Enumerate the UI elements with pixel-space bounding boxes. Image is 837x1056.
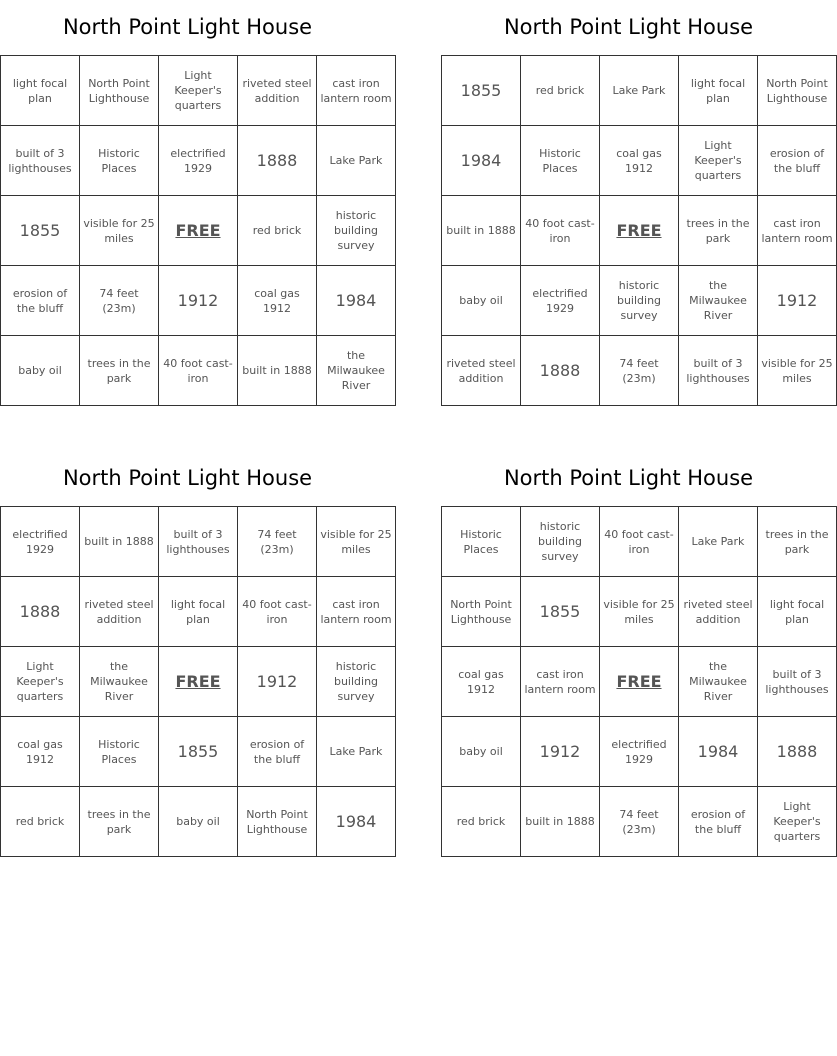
bingo-cell: 1984 bbox=[442, 126, 521, 196]
bingo-cell: 1912 bbox=[758, 266, 837, 336]
bingo-cell: the Milwaukee River bbox=[80, 647, 159, 717]
bingo-cell: visible for 25 miles bbox=[80, 196, 159, 266]
bingo-cell: coal gas 1912 bbox=[1, 717, 80, 787]
bingo-cell: the Milwaukee River bbox=[317, 336, 396, 406]
bingo-cell: erosion of the bluff bbox=[238, 717, 317, 787]
bingo-cell: cast iron lantern room bbox=[521, 647, 600, 717]
bingo-cell: 40 foot cast-iron bbox=[238, 577, 317, 647]
bingo-cell: North Point Lighthouse bbox=[238, 787, 317, 857]
bingo-cell: Light Keeper's quarters bbox=[758, 787, 837, 857]
bingo-row bbox=[1, 507, 396, 577]
bingo-cell: 1855 bbox=[159, 717, 238, 787]
bingo-cell: built of 3 lighthouses bbox=[159, 507, 238, 577]
bingo-cell: North Point Lighthouse bbox=[442, 577, 521, 647]
bingo-cell: riveted steel addition bbox=[238, 56, 317, 126]
bingo-grid bbox=[0, 506, 396, 857]
bingo-row bbox=[1, 787, 396, 857]
bingo-cell: the Milwaukee River bbox=[679, 647, 758, 717]
bingo-cell: Historic Places bbox=[521, 126, 600, 196]
bingo-row bbox=[442, 717, 837, 787]
bingo-cell: 1855 bbox=[1, 196, 80, 266]
bingo-cell: built in 1888 bbox=[80, 507, 159, 577]
bingo-cell: trees in the park bbox=[80, 787, 159, 857]
bingo-row bbox=[1, 577, 396, 647]
bingo-cell: 1984 bbox=[679, 717, 758, 787]
bingo-grid bbox=[441, 506, 837, 857]
bingo-card-3 bbox=[0, 451, 392, 857]
free-space: FREE bbox=[159, 196, 238, 266]
bingo-cell: historic building survey bbox=[317, 647, 396, 717]
bingo-cell: coal gas 1912 bbox=[238, 266, 317, 336]
bingo-cell: 40 foot cast-iron bbox=[521, 196, 600, 266]
bingo-cell: riveted steel addition bbox=[679, 577, 758, 647]
bingo-cell: 1888 bbox=[238, 126, 317, 196]
bingo-row bbox=[442, 126, 837, 196]
bingo-cell: 1888 bbox=[1, 577, 80, 647]
bingo-cell: trees in the park bbox=[679, 196, 758, 266]
bingo-cell: Historic Places bbox=[80, 717, 159, 787]
bingo-cell: built in 1888 bbox=[521, 787, 600, 857]
bingo-cell: red brick bbox=[238, 196, 317, 266]
bingo-row bbox=[1, 196, 396, 266]
bingo-cell: built in 1888 bbox=[238, 336, 317, 406]
bingo-card-1 bbox=[0, 0, 392, 406]
bingo-cell: 74 feet (23m) bbox=[238, 507, 317, 577]
bingo-cell: trees in the park bbox=[80, 336, 159, 406]
bingo-cell: red brick bbox=[521, 56, 600, 126]
bingo-cell: 1984 bbox=[317, 266, 396, 336]
bingo-cell: North Point Lighthouse bbox=[758, 56, 837, 126]
bingo-cell: 74 feet (23m) bbox=[600, 336, 679, 406]
bingo-cell: Lake Park bbox=[600, 56, 679, 126]
bingo-cell: coal gas 1912 bbox=[600, 126, 679, 196]
bingo-cell: historic building survey bbox=[521, 507, 600, 577]
bingo-cell: baby oil bbox=[442, 266, 521, 336]
bingo-cell: Light Keeper's quarters bbox=[1, 647, 80, 717]
bingo-cell: erosion of the bluff bbox=[679, 787, 758, 857]
bingo-row bbox=[442, 507, 837, 577]
bingo-row bbox=[1, 266, 396, 336]
bingo-cell: Light Keeper's quarters bbox=[159, 56, 238, 126]
card-title: North Point Light House bbox=[62, 15, 313, 39]
bingo-row bbox=[442, 787, 837, 857]
bingo-cell: historic building survey bbox=[600, 266, 679, 336]
free-space: FREE bbox=[600, 196, 679, 266]
bingo-cell: the Milwaukee River bbox=[679, 266, 758, 336]
bingo-cell: 40 foot cast-iron bbox=[600, 507, 679, 577]
bingo-row bbox=[442, 577, 837, 647]
bingo-row bbox=[1, 56, 396, 126]
bingo-cell: coal gas 1912 bbox=[442, 647, 521, 717]
bingo-cell: electrified 1929 bbox=[600, 717, 679, 787]
free-space: FREE bbox=[159, 647, 238, 717]
bingo-cell: riveted steel addition bbox=[442, 336, 521, 406]
bingo-cell: 1912 bbox=[238, 647, 317, 717]
bingo-cell: historic building survey bbox=[317, 196, 396, 266]
bingo-cell: light focal plan bbox=[679, 56, 758, 126]
bingo-row bbox=[1, 717, 396, 787]
bingo-cell: light focal plan bbox=[758, 577, 837, 647]
free-space: FREE bbox=[600, 647, 679, 717]
bingo-cell: red brick bbox=[1, 787, 80, 857]
bingo-cell: baby oil bbox=[1, 336, 80, 406]
card-title: North Point Light House bbox=[62, 466, 313, 490]
bingo-cell: 74 feet (23m) bbox=[80, 266, 159, 336]
bingo-cell: visible for 25 miles bbox=[758, 336, 837, 406]
bingo-card-2 bbox=[441, 0, 833, 406]
bingo-cell: Historic Places bbox=[442, 507, 521, 577]
card-title: North Point Light House bbox=[503, 466, 754, 490]
bingo-cell: Light Keeper's quarters bbox=[679, 126, 758, 196]
bingo-cell: built of 3 lighthouses bbox=[758, 647, 837, 717]
bingo-row bbox=[442, 266, 837, 336]
bingo-cell: 1888 bbox=[758, 717, 837, 787]
bingo-cell: erosion of the bluff bbox=[758, 126, 837, 196]
bingo-cell: 1912 bbox=[159, 266, 238, 336]
card-title: North Point Light House bbox=[503, 15, 754, 39]
bingo-cell: visible for 25 miles bbox=[317, 507, 396, 577]
bingo-cell: 1888 bbox=[521, 336, 600, 406]
bingo-cell: North Point Lighthouse bbox=[80, 56, 159, 126]
bingo-card-4 bbox=[441, 451, 829, 857]
bingo-row bbox=[442, 647, 837, 717]
bingo-cell: electrified 1929 bbox=[521, 266, 600, 336]
bingo-row bbox=[442, 196, 837, 266]
bingo-cell: 40 foot cast-iron bbox=[159, 336, 238, 406]
bingo-row bbox=[442, 336, 837, 406]
bingo-cell: built in 1888 bbox=[442, 196, 521, 266]
bingo-cell: built of 3 lighthouses bbox=[679, 336, 758, 406]
bingo-cell: erosion of the bluff bbox=[1, 266, 80, 336]
bingo-cell: Lake Park bbox=[317, 126, 396, 196]
bingo-cell: riveted steel addition bbox=[80, 577, 159, 647]
bingo-cell: 1984 bbox=[317, 787, 396, 857]
bingo-cell: baby oil bbox=[159, 787, 238, 857]
bingo-cell: 1855 bbox=[442, 56, 521, 126]
bingo-cell: cast iron lantern room bbox=[317, 577, 396, 647]
bingo-row bbox=[1, 126, 396, 196]
bingo-cell: electrified 1929 bbox=[1, 507, 80, 577]
bingo-grid bbox=[441, 55, 837, 406]
bingo-cell: electrified 1929 bbox=[159, 126, 238, 196]
bingo-row bbox=[442, 56, 837, 126]
bingo-cell: built of 3 lighthouses bbox=[1, 126, 80, 196]
bingo-cell: 1912 bbox=[521, 717, 600, 787]
bingo-row bbox=[1, 647, 396, 717]
bingo-row bbox=[1, 336, 396, 406]
bingo-cell: 74 feet (23m) bbox=[600, 787, 679, 857]
bingo-cell: Lake Park bbox=[679, 507, 758, 577]
bingo-cell: trees in the park bbox=[758, 507, 837, 577]
bingo-cell: cast iron lantern room bbox=[758, 196, 837, 266]
bingo-cell: Historic Places bbox=[80, 126, 159, 196]
bingo-grid bbox=[0, 55, 396, 406]
bingo-cell: light focal plan bbox=[159, 577, 238, 647]
bingo-cell: cast iron lantern room bbox=[317, 56, 396, 126]
bingo-cell: light focal plan bbox=[1, 56, 80, 126]
bingo-cell: Lake Park bbox=[317, 717, 396, 787]
bingo-cell: 1855 bbox=[521, 577, 600, 647]
bingo-cell: baby oil bbox=[442, 717, 521, 787]
bingo-cell: red brick bbox=[442, 787, 521, 857]
bingo-cell: visible for 25 miles bbox=[600, 577, 679, 647]
